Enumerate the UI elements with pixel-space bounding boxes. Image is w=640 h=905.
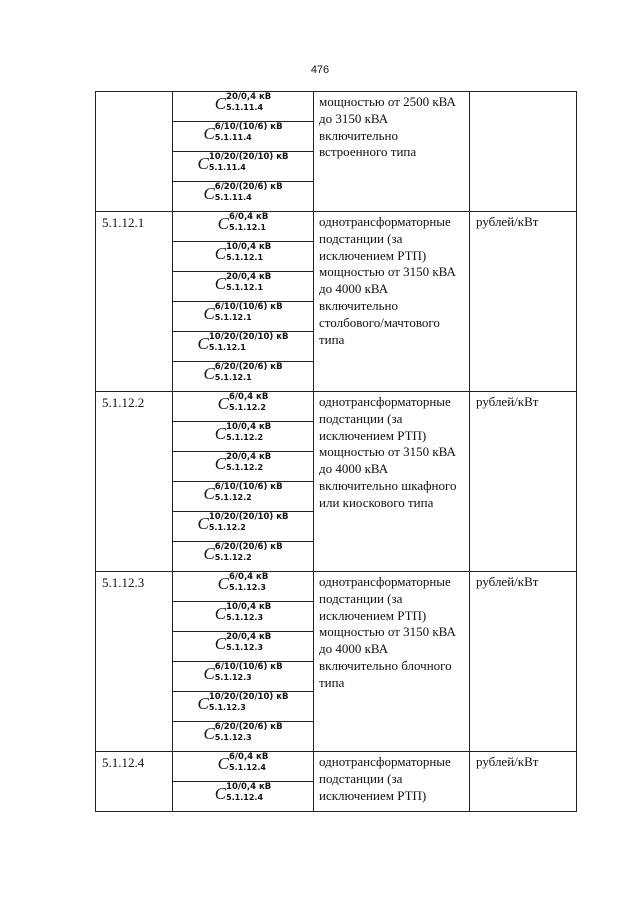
rate-symbol-cell — [173, 272, 314, 302]
item-description: однотрансформаторные подстанции (за исключением РТП) мощностью от 3150 кВА до 4000 кВА включительно блочного типа — [314, 572, 470, 752]
rate-symbol — [215, 454, 272, 474]
rate-symbol-voltage: 10/20/(20/10) кВ — [208, 692, 289, 702]
rate-symbol-voltage: 6/20/(20/6) кВ — [214, 542, 283, 552]
rate-symbol-index: 5.1.11.4 — [214, 132, 252, 142]
rate-symbol-voltage: 20/0,4 кВ — [226, 272, 272, 282]
rate-symbol-voltage: 20/0,4 кВ — [226, 452, 272, 462]
table-row — [96, 212, 577, 242]
rate-symbol-cell — [173, 602, 314, 632]
rate-symbol-voltage: 10/20/(20/10) кВ — [208, 332, 289, 342]
rate-symbol-index: 5.1.12.3 — [208, 702, 246, 712]
rate-symbol-voltage: 6/10/(10/6) кВ — [214, 662, 283, 672]
item-code: 5.1.12.2 — [96, 392, 173, 572]
rate-symbol-voltage: 6/0,4 кВ — [229, 752, 269, 762]
rate-symbol — [203, 724, 282, 744]
rate-symbol-voltage: 10/20/(20/10) кВ — [208, 152, 289, 162]
rate-symbol-cell — [173, 662, 314, 692]
rate-symbol-base: C — [203, 484, 215, 503]
item-code: 5.1.12.1 — [96, 212, 173, 392]
rate-symbol-base: C — [203, 124, 215, 143]
rate-symbol — [203, 124, 282, 144]
rate-symbol — [215, 94, 272, 114]
rate-symbol-base: C — [203, 724, 215, 743]
rate-symbol-cell — [173, 782, 314, 812]
rate-symbol-cell — [173, 572, 314, 602]
rate-symbol-cell — [173, 452, 314, 482]
rate-symbol-base: C — [203, 364, 215, 383]
rate-symbol-base: C — [214, 274, 227, 293]
rate-symbol-cell — [173, 152, 314, 182]
item-code — [96, 92, 173, 212]
rate-symbol-cell — [173, 182, 314, 212]
tariff-table-body — [96, 92, 577, 812]
rate-symbol-index: 5.1.12.1 — [208, 342, 246, 352]
rate-symbol-index: 5.1.12.2 — [229, 402, 266, 412]
rate-symbol — [198, 514, 289, 534]
rate-symbol-voltage: 10/0,4 кВ — [226, 602, 272, 612]
rate-symbol-index: 5.1.12.3 — [226, 642, 264, 652]
rate-symbol — [215, 634, 272, 654]
item-description: мощностью от 2500 кВА до 3150 кВА включительно встроенного типа — [314, 92, 470, 212]
page-number: 476 — [310, 64, 330, 76]
rate-symbol-cell — [173, 692, 314, 722]
rate-symbol-index: 5.1.12.1 — [214, 372, 252, 382]
rate-symbol-index: 5.1.12.2 — [214, 492, 252, 502]
table-row — [96, 92, 577, 122]
item-code: 5.1.12.3 — [96, 572, 173, 752]
rate-symbol-base: C — [203, 664, 215, 683]
rate-symbol-base: C — [203, 184, 215, 203]
rate-symbol-voltage: 6/20/(20/6) кВ — [214, 182, 283, 192]
table-row — [96, 392, 577, 422]
rate-symbol — [198, 334, 289, 354]
rate-symbol-base: C — [214, 424, 227, 443]
rate-symbol-index: 5.1.12.1 — [229, 222, 266, 232]
rate-symbol-cell — [173, 752, 314, 782]
rate-symbol — [203, 544, 282, 564]
rate-symbol — [215, 274, 272, 294]
item-unit — [470, 92, 577, 212]
item-unit: рублей/кВт — [470, 392, 577, 572]
rate-symbol — [203, 364, 282, 384]
rate-symbol-index: 5.1.12.3 — [214, 672, 252, 682]
rate-symbol — [218, 214, 269, 234]
rate-symbol-base: C — [214, 784, 227, 803]
rate-symbol-voltage: 20/0,4 кВ — [226, 632, 272, 642]
rate-symbol-base: C — [214, 634, 227, 653]
rate-symbol-index: 5.1.12.4 — [229, 762, 266, 772]
rate-symbol-base: C — [214, 454, 227, 473]
rate-symbol-cell — [173, 122, 314, 152]
rate-symbol-base: C — [217, 574, 230, 593]
rate-symbol-cell — [173, 362, 314, 392]
rate-symbol-index: 5.1.12.3 — [214, 732, 252, 742]
rate-symbol-index: 5.1.11.4 — [226, 102, 264, 112]
item-code: 5.1.12.4 — [96, 752, 173, 812]
rate-symbol-voltage: 6/10/(10/6) кВ — [214, 302, 283, 312]
rate-symbol-index: 5.1.12.2 — [226, 432, 264, 442]
rate-symbol — [203, 664, 282, 684]
rate-symbol-index: 5.1.12.1 — [226, 252, 264, 262]
rate-symbol-voltage: 6/20/(20/6) кВ — [214, 362, 283, 372]
rate-symbol-cell — [173, 512, 314, 542]
item-description: однотрансформаторные подстанции (за исключением РТП) мощностью от 3150 кВА до 4000 кВА включительно шкафного или киоскового типа — [314, 392, 470, 572]
rate-symbol-base: C — [217, 214, 230, 233]
rate-symbol — [218, 394, 269, 414]
rate-symbol-cell — [173, 542, 314, 572]
rate-symbol — [215, 784, 272, 804]
rate-symbol-base: C — [214, 94, 227, 113]
item-unit: рублей/кВт — [470, 752, 577, 812]
rate-symbol-cell — [173, 212, 314, 242]
rate-symbol-base: C — [203, 304, 215, 323]
rate-symbol-base: C — [217, 754, 230, 773]
rate-symbol-voltage: 6/0,4 кВ — [229, 212, 269, 222]
rate-symbol-index: 5.1.12.4 — [226, 792, 264, 802]
rate-symbol — [215, 424, 272, 444]
rate-symbol-voltage: 6/10/(10/6) кВ — [214, 122, 283, 132]
rate-symbol-cell — [173, 392, 314, 422]
rate-symbol — [203, 304, 282, 324]
rate-symbol-base: C — [214, 604, 227, 623]
rate-symbol-voltage: 20/0,4 кВ — [226, 92, 272, 102]
rate-symbol-index: 5.1.12.3 — [229, 582, 266, 592]
item-unit: рублей/кВт — [470, 572, 577, 752]
rate-symbol-index: 5.1.11.4 — [208, 162, 246, 172]
rate-symbol-index: 5.1.12.2 — [214, 552, 252, 562]
rate-symbol-base: C — [197, 694, 209, 713]
rate-symbol-cell — [173, 92, 314, 122]
item-description: однотрансформаторные подстанции (за исключением РТП) мощностью от 3150 кВА до 4000 кВА включительно столбового/мачтового типа — [314, 212, 470, 392]
rate-symbol — [198, 694, 289, 714]
rate-symbol-base: C — [197, 334, 209, 353]
rate-symbol-cell — [173, 632, 314, 662]
item-unit: рублей/кВт — [470, 212, 577, 392]
rate-symbol — [215, 244, 272, 264]
rate-symbol-base: C — [214, 244, 227, 263]
rate-symbol-index: 5.1.12.1 — [214, 312, 252, 322]
rate-symbol-voltage: 10/20/(20/10) кВ — [208, 512, 289, 522]
rate-symbol-cell — [173, 722, 314, 752]
rate-symbol-base: C — [197, 154, 209, 173]
rate-symbol-index: 5.1.12.2 — [208, 522, 246, 532]
rate-symbol-voltage: 6/10/(10/6) кВ — [214, 482, 283, 492]
rate-symbol-index: 5.1.12.3 — [226, 612, 264, 622]
rate-symbol-base: C — [203, 544, 215, 563]
table-row — [96, 572, 577, 602]
rate-symbol-cell — [173, 242, 314, 272]
rate-symbol — [218, 574, 269, 594]
rate-symbol-index: 5.1.12.2 — [226, 462, 264, 472]
rate-symbol-base: C — [197, 514, 209, 533]
rate-symbol-index: 5.1.11.4 — [214, 192, 252, 202]
rate-symbol-cell — [173, 482, 314, 512]
rate-symbol-index: 5.1.12.1 — [226, 282, 264, 292]
rate-symbol-cell — [173, 422, 314, 452]
item-description: однотрансформаторные подстанции (за исключением РТП) — [314, 752, 470, 812]
rate-symbol — [218, 754, 269, 774]
rate-symbol-cell — [173, 302, 314, 332]
rate-symbol-voltage: 6/0,4 кВ — [229, 572, 269, 582]
rate-symbol-voltage: 10/0,4 кВ — [226, 782, 272, 792]
rate-symbol-base: C — [217, 394, 230, 413]
tariff-table — [95, 91, 577, 812]
rate-symbol-voltage: 6/0,4 кВ — [229, 392, 269, 402]
rate-symbol-voltage: 6/20/(20/6) кВ — [214, 722, 283, 732]
rate-symbol — [203, 184, 282, 204]
rate-symbol — [203, 484, 282, 504]
rate-symbol-cell — [173, 332, 314, 362]
rate-symbol — [198, 154, 289, 174]
rate-symbol — [215, 604, 272, 624]
rate-symbol-voltage: 10/0,4 кВ — [226, 242, 272, 252]
rate-symbol-voltage: 10/0,4 кВ — [226, 422, 272, 432]
table-row — [96, 752, 577, 782]
